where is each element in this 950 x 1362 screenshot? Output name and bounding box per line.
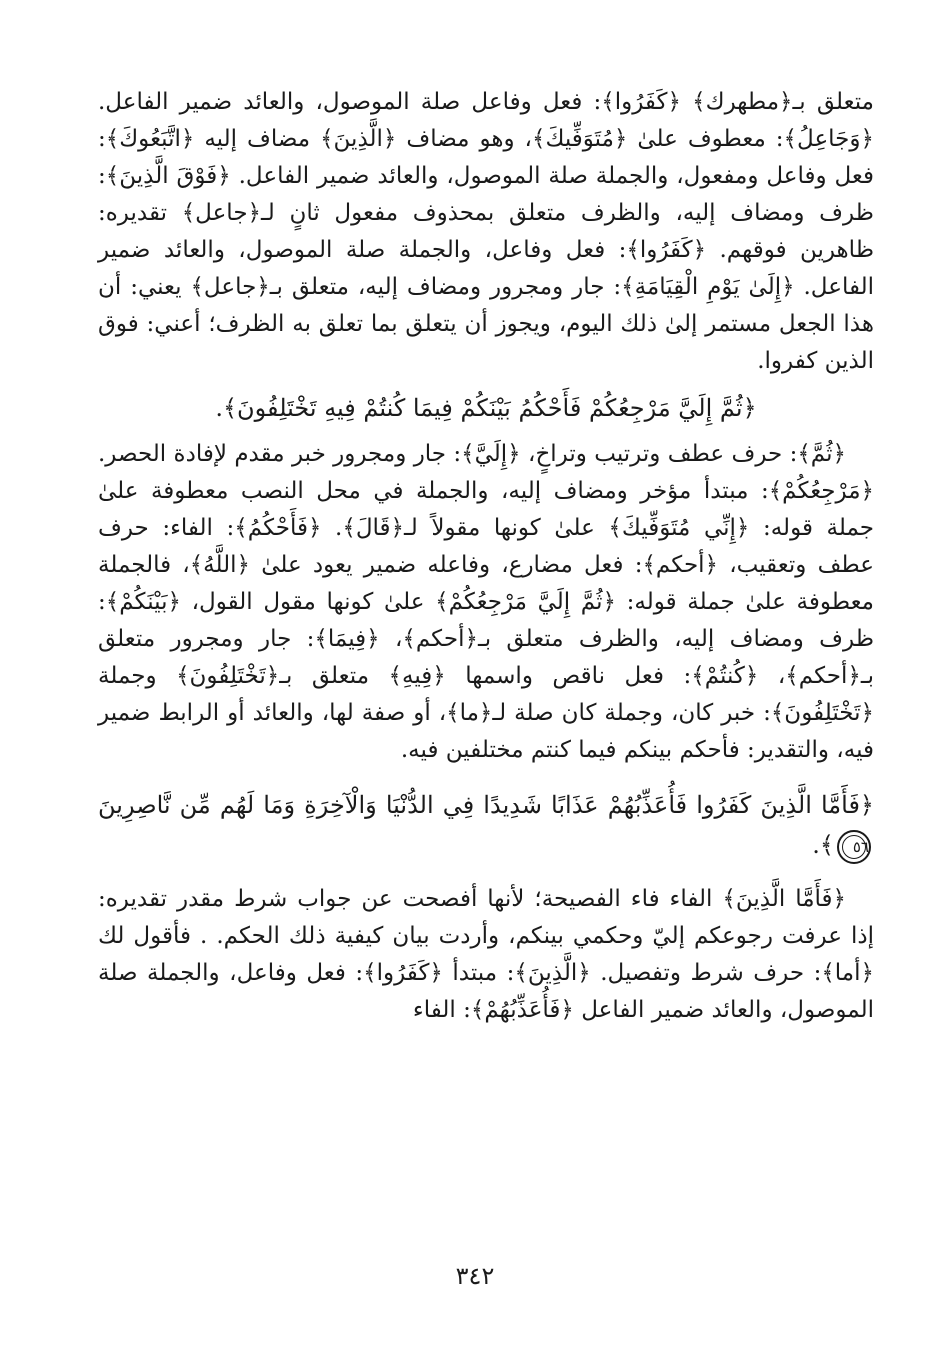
verse-56-text: ﴿فَأَمَّا الَّذِينَ كَفَرُوا فَأُعَذِّبُهُمْ عَذَابًا شَدِيدًا فِي الدُّنْيَا وَالْآخِرَةِ وَمَا لَهُم مِّن نَّاصِرِينَ <box>98 791 874 819</box>
ayah-number-marker: ٥٦ <box>837 830 871 864</box>
paragraph-commentary-2: ﴿ثُمَّ﴾: حرف عطف وترتيب وتراخٍ، ﴿إِلَيَّ﴾: جار ومجرور خبر مقدم لإفادة الحصر. ﴿مَرْجِعُكُمْ﴾: مبتدأ مؤخر ومضاف إليه، والجملة في محل النصب معطوفة علىٰ جملة قوله: ﴿إِنِّي مُتَوَفِّيكَ﴾ علىٰ كونها مقولاً لـ﴿قَالَ﴾. ﴿فَأَحْكُمُ﴾: الفاء: حرف عطف وتعقيب، ﴿أحكم﴾: فعل مضارع، وفاعله ضمير يعود علىٰ ﴿اللَّهُ﴾، فالجملة معطوفة علىٰ جملة قوله: ﴿ثُمَّ إِلَيَّ مَرْجِعُكُمْ﴾ علىٰ كونها مقول القول، ﴿بَيْنَكُمْ﴾: ظرف ومضاف إليه، والظرف متعلق بـ﴿أحكم﴾، ﴿فِيمَا﴾: جار ومجرور متعلق بـ﴿أحكم﴾، ﴿كُنتُمْ﴾: فعل ناقص واسمها ﴿فِيهِ﴾ متعلق بـ﴿تَخْتَلِفُونَ﴾ وجملة ﴿تَخْتَلِفُونَ﴾: خبر كان، وجملة كان صلة لـ﴿ما﴾، أو صفة لها، والعائد أو الرابط ضمير فيه، والتقدير: فأحكم بينكم فيما كنتم مختلفين فيه. <box>98 441 874 763</box>
page-body <box>98 84 874 1029</box>
page-number: ٣٤٢ <box>455 1262 495 1290</box>
quran-verse-56 <box>98 785 874 865</box>
quran-verse-55-end: ﴿ثُمَّ إِلَيَّ مَرْجِعُكُمْ فَأَحْكُمُ بَيْنَكُمْ فِيمَا كُنتُمْ فِيهِ تَخْتَلِفُونَ﴾. <box>215 394 757 422</box>
paragraph-commentary-3: ﴿فَأَمَّا الَّذِينَ﴾ الفاء فاء الفصيحة؛ لأنها أفصحت عن جواب شرط مقدر تقديره: إذا عرفت رجوعكم إليّ وحكمي بينكم، وأردت بيان كيفية ذلك الحكم. . فأقول لك ﴿أما﴾: حرف شرط وتفصيل. ﴿الَّذِينَ﴾: مبتدأ ﴿كَفَرُوا﴾: فعل وفاعل، والجملة صلة الموصول، والعائد ضمير الفاعل ﴿فَأُعَذِّبُهُمْ﴾: الفاء <box>98 886 874 1023</box>
paragraph-commentary-1: متعلق بـ﴿مطهرك﴾ ﴿كَفَرُوا﴾: فعل وفاعل صلة الموصول، والعائد ضمير الفاعل. ﴿وَجَاعِلُ﴾: معطوف علىٰ ﴿مُتَوَفِّيكَ﴾، وهو مضاف ﴿الَّذِينَ﴾ مضاف إليه ﴿اتَّبَعُوكَ﴾: فعل وفاعل ومفعول، والجملة صلة الموصول، والعائد ضمير الفاعل. ﴿فَوْقَ الَّذِينَ﴾: ظرف ومضاف إليه، والظرف متعلق بمحذوف مفعول ثانٍ لـ﴿جاعل﴾ تقديره: ظاهرين فوقهم. ﴿كَفَرُوا﴾: فعل وفاعل، والجملة صلة الموصول، والعائد ضمير الفاعل. ﴿إِلَىٰ يَوْمِ الْقِيَامَةِ﴾: جار ومجرور ومضاف إليه، متعلق بـ﴿جاعل﴾ يعني: أن هذا الجعل مستمر إلىٰ ذلك اليوم، ويجوز أن يتعلق بما تعلق به الظرف؛ أعني: فوق الذين كفروا. <box>98 89 874 374</box>
verse-56-closing: ﴾. <box>812 831 834 859</box>
